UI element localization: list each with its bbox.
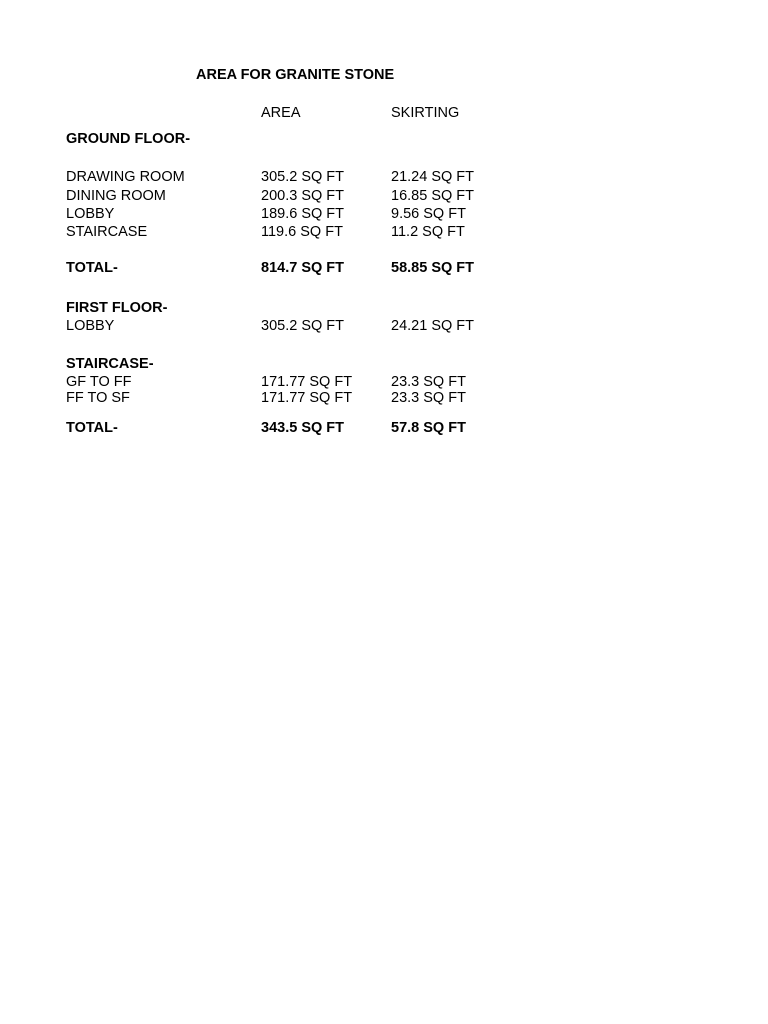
total-area: 343.5 SQ FT xyxy=(261,420,345,436)
row-name: LOBBY xyxy=(66,318,115,334)
page-title: AREA FOR GRANITE STONE xyxy=(196,67,395,83)
row-area: 171.77 SQ FT xyxy=(261,374,353,390)
section-heading-first-floor: FIRST FLOOR- xyxy=(66,300,168,316)
row-skirting: 24.21 SQ FT xyxy=(391,318,475,334)
row-skirting: 23.3 SQ FT xyxy=(391,390,466,406)
row-area: 171.77 SQ FT xyxy=(261,390,353,406)
row-skirting: 9.56 SQ FT xyxy=(391,206,466,222)
row-skirting: 11.2 SQ FT xyxy=(391,224,465,240)
row-area: 305.2 SQ FT xyxy=(261,318,345,334)
row-name: FF TO SF xyxy=(66,390,130,406)
section-heading-staircase: STAIRCASE- xyxy=(66,356,154,372)
row-skirting: 16.85 SQ FT xyxy=(391,188,475,204)
row-area: 119.6 SQ FT xyxy=(261,224,343,240)
row-name: LOBBY xyxy=(66,206,115,222)
total-skirting: 58.85 SQ FT xyxy=(391,260,475,276)
column-header-skirting: SKIRTING xyxy=(391,105,460,121)
section-heading-ground-floor: GROUND FLOOR- xyxy=(66,131,191,147)
column-header-area: AREA xyxy=(261,105,301,121)
total-area: 814.7 SQ FT xyxy=(261,260,345,276)
total-label: TOTAL- xyxy=(66,260,118,276)
row-area: 305.2 SQ FT xyxy=(261,169,345,185)
row-name: STAIRCASE xyxy=(66,224,148,240)
row-area: 200.3 SQ FT xyxy=(261,188,345,204)
row-area: 189.6 SQ FT xyxy=(261,206,345,222)
row-name: DRAWING ROOM xyxy=(66,169,185,185)
total-skirting: 57.8 SQ FT xyxy=(391,420,466,436)
total-label: TOTAL- xyxy=(66,420,118,436)
row-name: DINING ROOM xyxy=(66,188,166,204)
row-name: GF TO FF xyxy=(66,374,132,390)
row-skirting: 23.3 SQ FT xyxy=(391,374,466,390)
row-skirting: 21.24 SQ FT xyxy=(391,169,475,185)
